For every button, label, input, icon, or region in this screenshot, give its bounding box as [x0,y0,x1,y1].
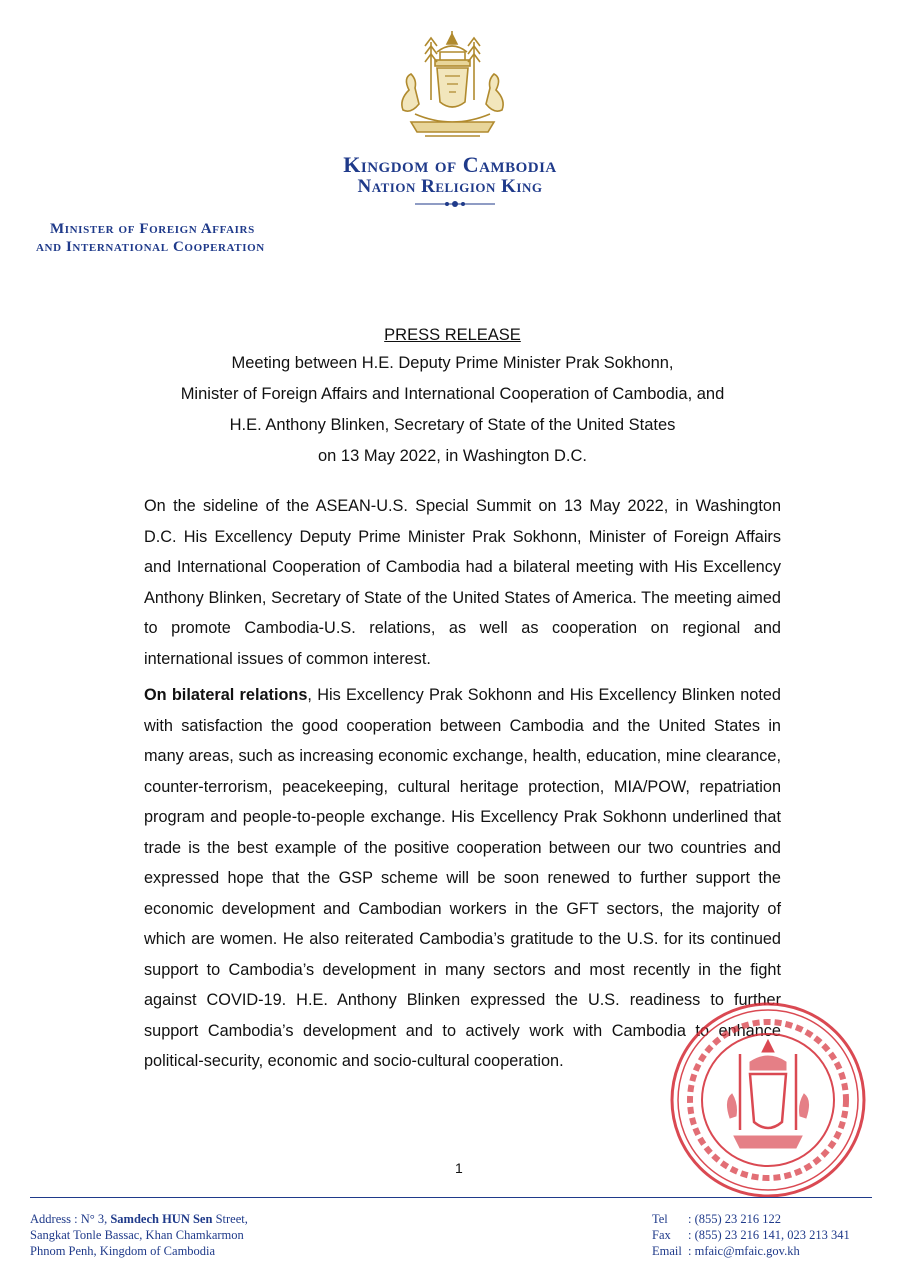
address-prefix: Address : N° 3, [30,1212,111,1226]
footer-divider [30,1197,872,1198]
national-motto: Nation Religion King [357,176,543,197]
fax-label: Fax [652,1228,671,1242]
paragraph-text: , His Excellency Prak Sokhonn and His Excellency Blinken noted with satisfaction the good cooperation between Cambodia and the United States in many areas, such as increasing economic exchange, health, education, mine clearance, counter-terrorism, peacekeeping, cultural heritage protection, MIA/POW, repatriation program and people-to-people exchange. His Excellency Prak Sokhonn underlined that trade is the best example of the positive cooperation between our two countries and expressed hope that the GSP scheme will be soon renewed to further support the economic development and Cambodian workers in the GFT sectors, the majority of which are women. He also reiterated Cambodia’s gratitude to the U.S. for its continued support to Cambodia’s development in many sectors and most recently in the fight against COVID-19. H.E. Anthony Blinken expressed the U.S. readiness to further support Cambodia’s development and to actively work with Cambodia to enhance political-security, economic and socio-cultural cooperation. [144,686,781,1070]
address-street: Samdech HUN Sen [110,1212,213,1226]
tel-value: : (855) 23 216 122 [688,1212,782,1226]
fax-value: : (855) 23 216 141, 023 213 341 [688,1228,850,1242]
tel-label: Tel [652,1212,668,1226]
email-value: : mfaic@mfaic.gov.kh [688,1244,800,1258]
address-suffix: Street, [212,1212,248,1226]
page-number: 1 [455,1160,463,1176]
release-title-line: Minister of Foreign Affairs and International Cooperation of Cambodia, and [180,385,725,403]
royal-coat-of-arms-emblem [385,30,520,142]
address-line-3: Phnom Penh, Kingdom of Cambodia [30,1244,216,1258]
address-line-2: Sangkat Tonle Bassac, Khan Chamkarmon [30,1228,244,1242]
footer-address [30,1211,248,1259]
email-label: Email [652,1244,682,1258]
official-seal-stamp [668,1000,868,1200]
footer-contacts [652,1211,850,1259]
motto-ornament-divider [415,198,495,210]
kingdom-title: Kingdom of Cambodia [343,152,557,177]
release-title-line: Meeting between H.E. Deputy Prime Minister Prak Sokhonn, [231,354,674,372]
release-title-line: H.E. Anthony Blinken, Secretary of State of the United States [229,416,676,434]
paragraph-lead-phrase: On bilateral relations [144,686,308,704]
ministry-name-line2: and International Cooperation [36,239,265,255]
ministry-name-line1: Minister of Foreign Affairs [50,221,255,237]
body-paragraph-1: On the sideline of the ASEAN-U.S. Special Summit on 13 May 2022, in Washington D.C. His Excellency Deputy Prime Minister Prak Sokhonn, Minister of Foreign Affairs and International Cooperation of Cambodia had a bilateral meeting with His Excellency Anthony Blinken, Secretary of State of the United States of America. The meeting aimed to promote Cambodia-U.S. relations, as well as cooperation on regional and international issues of common interest. [144,497,781,668]
press-release-label: PRESS RELEASE [384,326,521,344]
release-title-line: on 13 May 2022, in Washington D.C. [317,447,588,465]
release-title [100,348,805,472]
